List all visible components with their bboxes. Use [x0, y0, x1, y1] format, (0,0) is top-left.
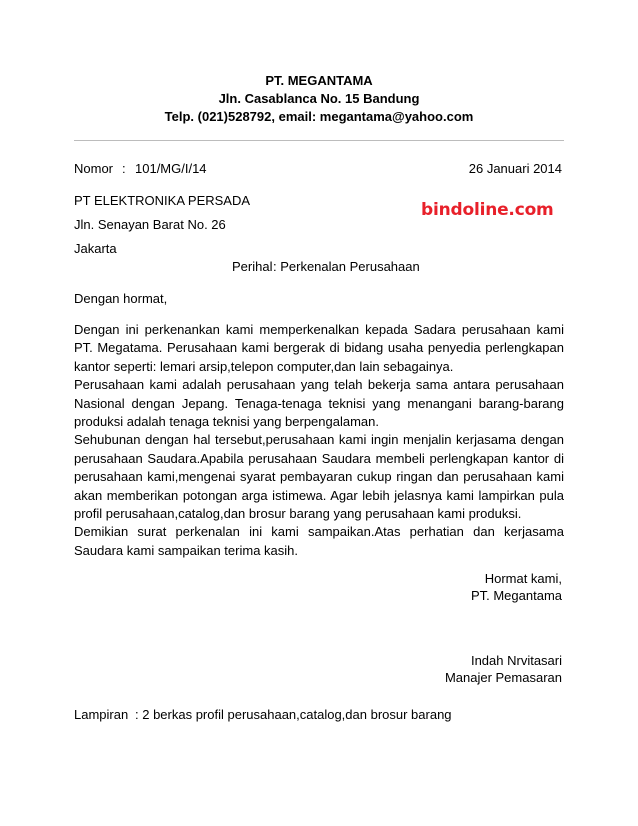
- body-paragraph: Sehubunan dengan hal tersebut,perusahaan kami ingin menjalin kerjasama dengan perusahaan Saudara.Apabila perusahaan Saudara membeli perlengkapan kantor di perusahaan kami,mengenai syarat pembayaran cukup ringan dan perusahaan kami akan memberikan potongan arga istimewa. Agar lebih jelasnya kami lampirkan pula profil perusahaan,catalog,dan brosur barang yang perusahaan kami produksi.: [74, 432, 564, 522]
- nomor-value: 101/MG/I/14: [135, 161, 207, 176]
- attachment-label: Lampiran: [74, 707, 129, 722]
- recipient-name: PT ELEKTRONIKA PERSADA: [74, 193, 251, 208]
- greeting: Dengan hormat,: [74, 291, 168, 306]
- nomor-separator: :: [122, 161, 126, 176]
- body-paragraph: Demikian surat perkenalan ini kami sampaikan.Atas perhatian dan kerjasama Saudara kami sampaikan terima kasih.: [74, 524, 564, 558]
- subject-value: : Perkenalan Perusahaan: [273, 259, 420, 274]
- body-paragraph: Dengan ini perkenankan kami memperkenalkan kepada Sadara perusahaan kami PT. Megatama. Perusahaan kami bergerak di bidang usaha penyedia perlengkapan kantor seperti: lemari arsip,telepon computer,dan lain sebagainya.: [74, 322, 564, 374]
- closing-salutation: Hormat kami,: [484, 571, 562, 586]
- letter-body: [74, 321, 564, 560]
- company-name: PT. MEGANTAMA: [265, 73, 373, 88]
- closing-company: PT. Megantama: [470, 588, 562, 603]
- recipient-street: Jln. Senayan Barat No. 26: [74, 217, 226, 232]
- company-address: Jln. Casablanca No. 15 Bandung: [218, 91, 420, 106]
- recipient-city: Jakarta: [74, 241, 117, 256]
- letterhead: [0, 72, 638, 126]
- attachment-value: : 2 berkas profil perusahaan,catalog,dan brosur barang: [135, 707, 452, 722]
- watermark-logo: bindoline.com: [421, 200, 554, 220]
- letterhead-divider: [74, 140, 564, 141]
- signatory-name: Indah Nrvitasari: [470, 653, 562, 668]
- letter-date: 26 Januari 2014: [468, 161, 562, 176]
- subject-label: Perihal: [232, 259, 273, 274]
- nomor-label: Nomor: [74, 161, 114, 176]
- body-paragraph: Perusahaan kami adalah perusahaan yang telah bekerja sama antara perusahaan Nasional dengan Jepang. Tenaga-tenaga teknisi yang menangani barang-barang produksi adalah tenaga teknisi yang berpengalaman.: [74, 377, 564, 430]
- company-contact: Telp. (021)528792, email: megantama@yahoo.com: [164, 109, 474, 124]
- signatory-title: Manajer Pemasaran: [444, 670, 562, 685]
